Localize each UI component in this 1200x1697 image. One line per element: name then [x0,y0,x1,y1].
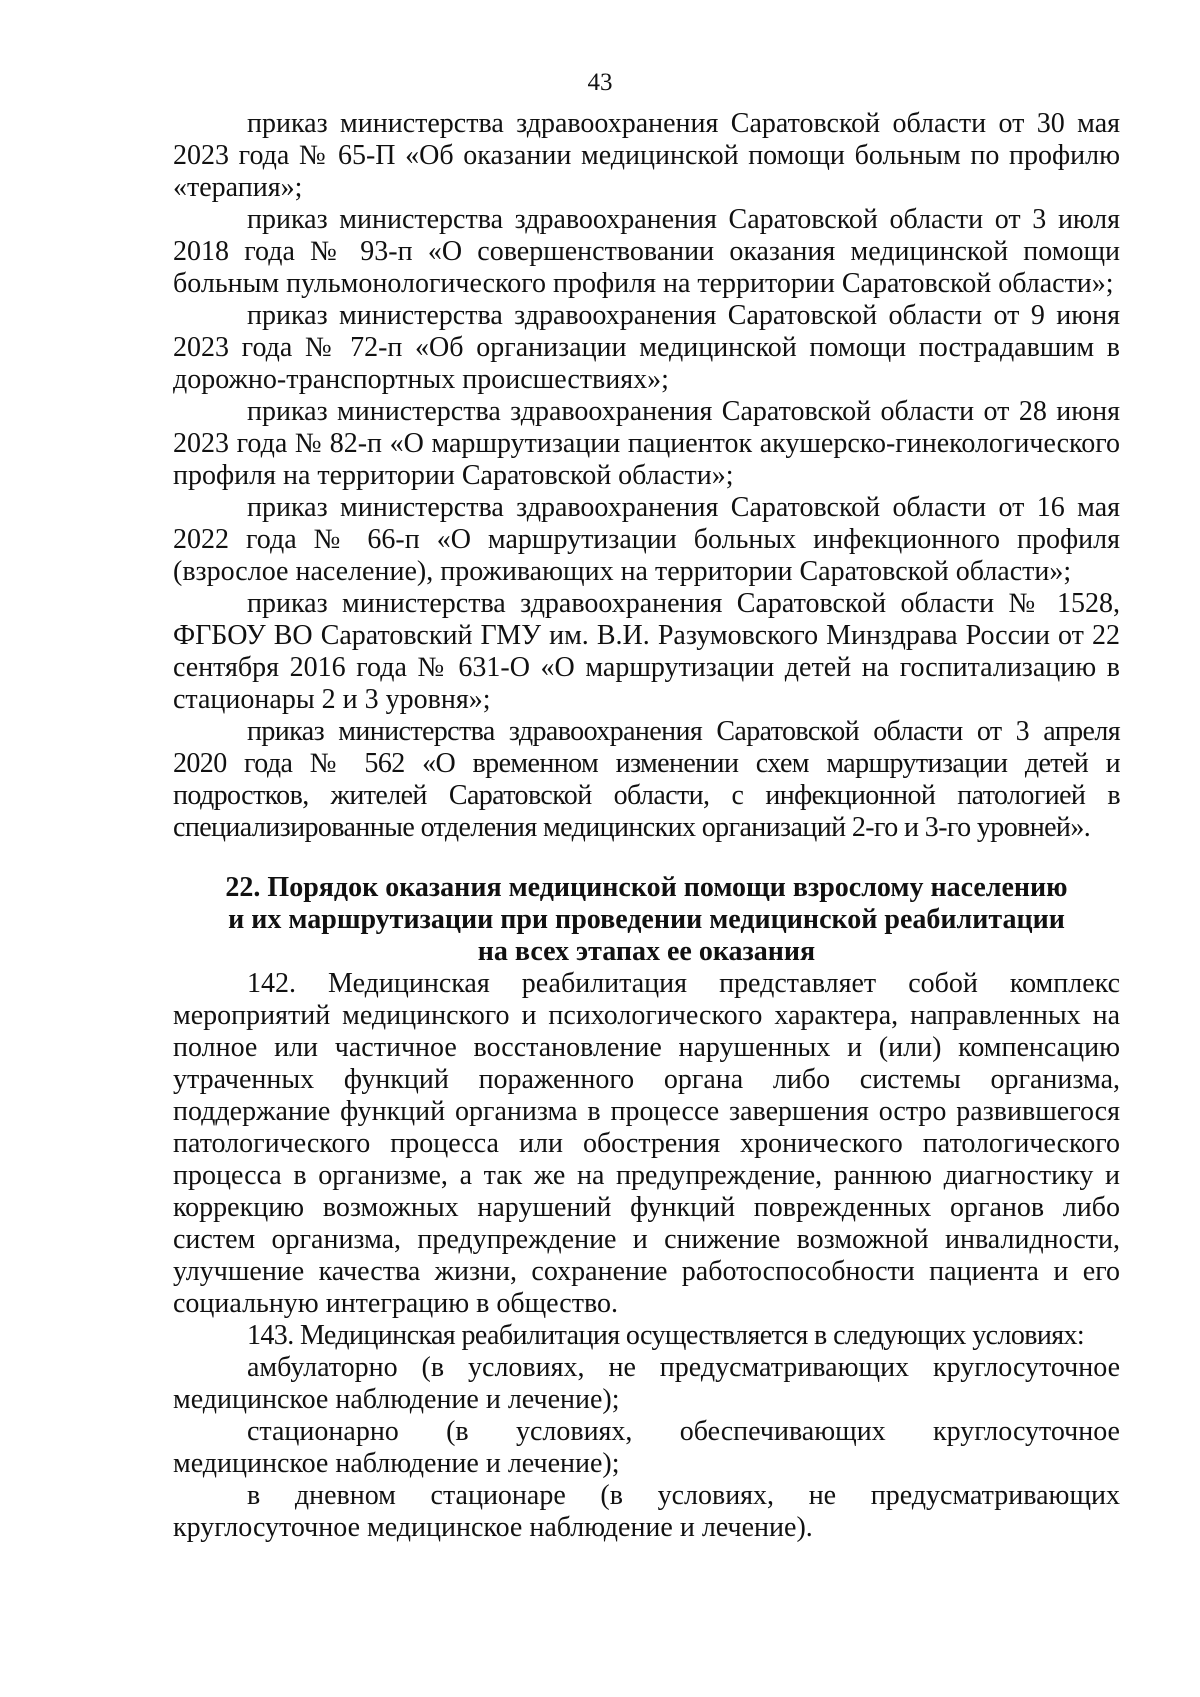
paragraph-142: 142. Медицинская реабилитация представляет собой комплекс мероприятий медицинского и психологического характера, направленных на полное или частичное восстановление нарушенных и (или) компенсацию утраченных функций пораженного органа либо системы организма, поддержание функций организма в процессе завершения остро развившегося патологического процесса или обострения хронического патологического процесса в организме, а так же на предупреждение, раннюю диагностику и коррекцию возможных нарушений функций поврежденных органов либо систем организма, предупреждение и снижение возможной инвалидности, улучшение качества жизни, сохранение работоспособности пациента и его социальную интеграцию в общество. [173,968,1120,1319]
condition-outpatient: амбулаторно (в условиях, не предусматривающих круглосуточное медицинское наблюдение и лечение); [173,1352,1120,1415]
document-body [173,108,1120,1544]
order-item-3: приказ министерства здравоохранения Саратовской области от 9 июня 2023 года № 72-п «Об организации медицинской помощи пострадавшим в дорожно-транспортных происшествиях»; [173,300,1120,395]
condition-inpatient: стационарно (в условиях, обеспечивающих круглосуточное медицинское наблюдение и лечение); [173,1416,1120,1479]
order-item-4: приказ министерства здравоохранения Саратовской области от 28 июня 2023 года № 82-п «О маршрутизации пациенток акушерско-гинекологического профиля на территории Саратовской области»; [173,396,1120,491]
section-heading-line-1: 22. Порядок оказания медицинской помощи взрослому населению [225,872,1068,903]
order-item-5: приказ министерства здравоохранения Саратовской области от 16 мая 2022 года № 66-п «О маршрутизации больных инфекционного профиля (взрослое население), проживающих на территории Саратовской области»; [173,492,1120,587]
order-item-2: приказ министерства здравоохранения Саратовской области от 3 июля 2018 года № 93-п «О совершенствовании оказания медицинской помощи больным пульмонологического профиля на территории Саратовской области»; [173,204,1120,299]
order-item-1: приказ министерства здравоохранения Саратовской области от 30 мая 2023 года № 65-П «Об оказании медицинской помощи больным по профилю «терапия»; [173,108,1120,203]
order-item-6: приказ министерства здравоохранения Саратовской области № 1528, ФГБОУ ВО Саратовский ГМУ им. В.И. Разумовского Минздрава России от 22 сентября 2016 года № 631-О «О маршрутизации детей на госпитализацию в стационары 2 и 3 уровня»; [173,588,1120,715]
section-heading [173,872,1120,968]
condition-day-hospital: в дневном стационаре (в условиях, не предусматривающих круглосуточное медицинское наблюдение и лечение). [173,1480,1120,1543]
order-item-7: приказ министерства здравоохранения Саратовской области от 3 апреля 2020 года № 562 «О временном изменении схем маршрутизации детей и подростков, жителей Саратовской области, с инфекционной патологией в специализированные отделения медицинских организаций 2-го и 3-го уровней». [173,716,1120,843]
page-number: 43 [587,69,613,96]
section-heading-line-3: на всех этапах ее оказания [477,936,816,967]
paragraph-143: 143. Медицинская реабилитация осуществляется в следующих условиях: [247,1320,1085,1351]
section-heading-line-2: и их маршрутизации при проведении медицинской реабилитации [228,904,1065,935]
